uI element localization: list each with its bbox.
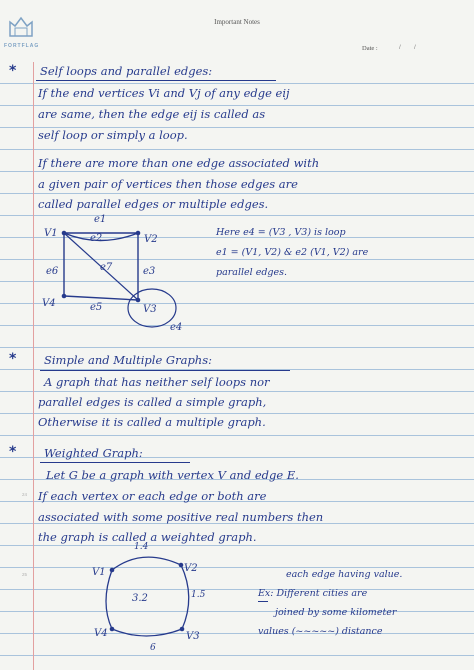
graph-note: joined by some kilometer [275,607,397,618]
vertex-label: V2 [144,234,158,245]
text-line: called parallel edges or multiple edges. [38,197,269,211]
heading-box-line [40,462,190,463]
text-line: are same, then the edge eij is called as [38,107,266,121]
date-slash: / [399,44,401,51]
vertex-label: V2 [184,563,198,574]
text-line: Otherwise it is called a multiple graph. [38,415,266,429]
text-line: parallel edges is called a simple graph, [38,395,267,409]
heading-box-line [40,370,290,371]
section-heading: Simple and Multiple Graphs: [44,353,212,367]
section-heading: Weighted Graph: [44,446,143,460]
section-marker: * [9,351,17,367]
edge-weight: 1.5 [191,590,206,600]
vertex-label: V3 [143,304,157,315]
text-line: If the end vertices Vi and Vj of any edge eij [38,86,290,100]
vertex-label: V1 [44,228,58,239]
text-line: If there are more than one edge associated with [38,156,320,170]
edge-label: e5 [90,302,103,313]
margin-line [33,62,34,670]
text-line: A graph that has neither self loops nor [44,375,270,389]
graph-note: Ex: Different cities are [258,588,368,599]
line-number: 24 [22,492,28,497]
page-header-band [0,0,474,62]
line-number: 25 [22,572,28,577]
edge-label: e4 [170,322,183,333]
graph-diagram-loops [30,208,200,338]
weighted-graph-diagram [70,535,230,655]
text-line: associated with some positive real numbers then [38,510,324,524]
edge-weight: 6 [150,643,156,653]
date-slash: / [414,44,416,51]
text-line: a given pair of vertices then those edges are [38,177,298,191]
heading-box-line [36,80,276,81]
edge-weight: 3.2 [132,593,148,604]
edge-label: e6 [46,266,59,277]
vertex-label: V3 [186,631,200,642]
page-title: Important Notes [214,18,260,26]
edge-label: e3 [143,266,156,277]
edge-label: e7 [100,262,113,273]
text-line: If each vertex or each edge or both are [38,489,267,503]
edge-label: e2 [90,233,103,244]
brand-name: FORTFLAG [4,43,40,49]
underline [258,601,268,602]
section-marker: * [9,63,17,79]
vertex-label: V4 [42,298,56,309]
vertex-label: V1 [92,567,106,578]
text-line: Let G be a graph with vertex V and edge E. [46,468,299,482]
graph-note: e1 = (V1, V2) & e2 (V1, V2) are [216,247,369,258]
graph-note: parallel edges. [216,267,288,278]
edge-weight: 1.4 [134,542,149,552]
section-marker: * [9,444,17,460]
section-heading: Self loops and parallel edges: [40,64,213,78]
graph-note: each edge having value. [286,569,403,580]
text-line: the graph is called a weighted graph. [38,530,257,544]
date-label: Date : [362,45,378,52]
text-line: self loop or simply a loop. [38,128,188,142]
vertex-label: V4 [94,628,108,639]
graph-note: values (~~~~~) distance [258,626,383,637]
edge-label: e1 [94,214,107,225]
graph-note: Here e4 = (V3 , V3) is loop [216,227,346,238]
